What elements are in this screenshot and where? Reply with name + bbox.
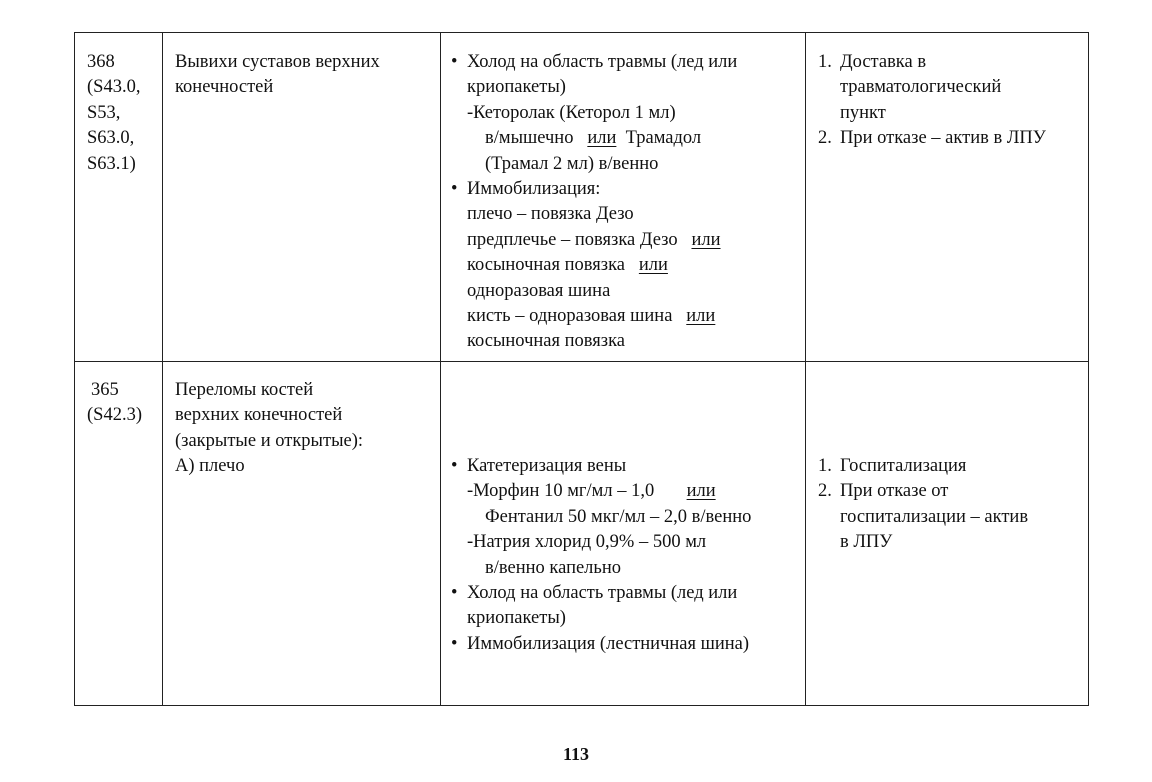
code-line: (S43.0,	[87, 77, 141, 98]
steps-list	[818, 50, 1080, 152]
immobilization-line: кисть – одноразовая шина или	[467, 306, 716, 327]
code-line: (S42.3)	[87, 405, 142, 426]
diagnosis-cell	[163, 362, 441, 706]
code-line: S63.1)	[87, 153, 136, 174]
code-line: 365	[91, 380, 119, 400]
immobilization-line: косыночная повязка	[467, 331, 625, 352]
bullet-item: • Холод на область травмы (лед или	[451, 50, 797, 75]
code-line: 368	[87, 52, 115, 72]
or-keyword: или	[686, 306, 716, 327]
table-row	[75, 33, 1089, 362]
diagnosis-line: Вывихи суставов верхних	[175, 52, 380, 72]
bullet-continuation: криопакеты)	[467, 608, 566, 629]
drug-line: -Кеторолак (Кеторол 1 мл)	[467, 102, 676, 123]
immobilization-line: плечо – повязка Дезо	[467, 204, 634, 225]
or-keyword: или	[686, 481, 716, 502]
list-item: 2. При отказе от госпитализации – актив в ЛПУ	[818, 481, 1029, 553]
or-keyword: или	[638, 255, 668, 276]
drug-line: в/венно капельно	[485, 557, 621, 578]
bullet-item: • Иммобилизация (лестничная шина)	[451, 632, 797, 657]
bullet-item: • Холод на область травмы (лед или	[451, 581, 797, 606]
immobilization-line: предплечье – повязка Дезо или	[467, 229, 721, 250]
treatment-cell	[441, 362, 806, 706]
code-line: S63.0,	[87, 128, 135, 149]
bullet-item: • Иммобилизация:	[451, 177, 797, 202]
list-item: 2. При отказе – актив в ЛПУ	[818, 128, 1046, 149]
diagnosis-line: А) плечо	[175, 456, 245, 477]
bullet-item: • Катетеризация вены	[451, 454, 797, 479]
diagnosis-line: конечностей	[175, 77, 274, 98]
code-cell	[75, 362, 163, 706]
code-cell	[75, 33, 163, 362]
diagnosis-line: Переломы костей	[175, 380, 314, 400]
diagnosis-line: верхних конечностей	[175, 405, 343, 426]
diagnosis-cell	[163, 33, 441, 362]
treatment-cell	[441, 33, 806, 362]
diagnosis-line: (закрытые и открытые):	[175, 430, 364, 451]
table-row	[75, 362, 1089, 706]
code-line: S53,	[87, 102, 121, 123]
drug-line: в/мышечно или Трамадол	[485, 128, 702, 149]
bullet-continuation: криопакеты)	[467, 77, 566, 98]
drug-line: (Трамал 2 мл) в/венно	[485, 153, 659, 174]
drug-line: -Морфин 10 мг/мл – 1,0 или	[467, 481, 716, 502]
drug-line: -Натрия хлорид 0,9% – 500 мл	[467, 532, 707, 553]
drug-line: Фентанил 50 мкг/мл – 2,0 в/венно	[485, 506, 752, 527]
list-item: 1. Доставка в травматологический пункт	[818, 52, 1002, 123]
protocol-table	[74, 32, 1089, 706]
immobilization-line: одноразовая шина	[467, 280, 611, 301]
or-keyword: или	[691, 229, 721, 250]
list-item: 1. Госпитализация	[818, 456, 967, 476]
steps-list	[818, 454, 1080, 556]
or-keyword: или	[587, 128, 617, 149]
page-number: 113	[562, 744, 589, 764]
steps-cell	[806, 362, 1089, 706]
steps-cell	[806, 33, 1089, 362]
immobilization-line: косыночная повязка или	[467, 255, 668, 276]
